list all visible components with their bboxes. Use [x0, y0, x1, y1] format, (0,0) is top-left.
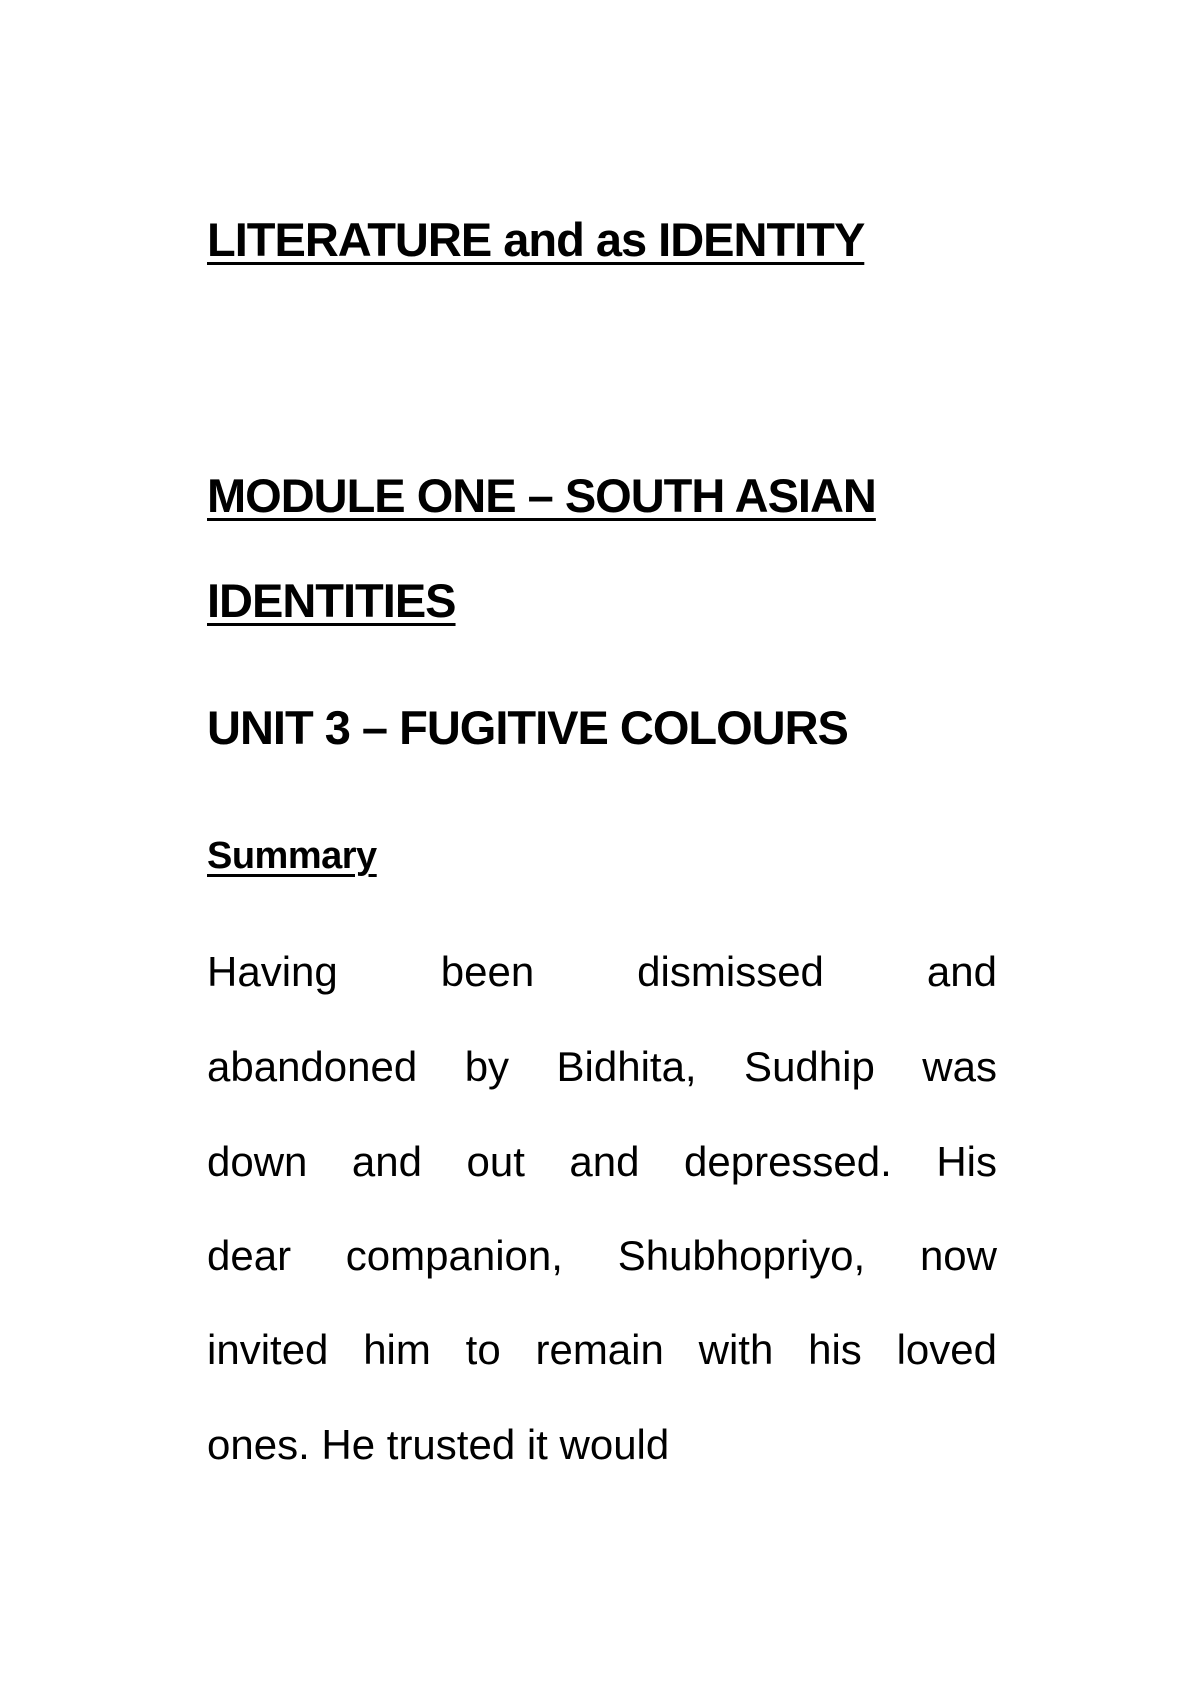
body-text-line: dear companion, Shubhopriyo, now	[207, 1232, 997, 1279]
document-title: LITERATURE and as IDENTITY	[207, 213, 865, 266]
module-heading-line-1: MODULE ONE – SOUTH ASIAN	[207, 469, 876, 522]
summary-heading: Summary	[207, 835, 377, 877]
body-text-line: down and out and depressed. His	[207, 1138, 997, 1185]
module-heading-line-2: IDENTITIES	[207, 574, 456, 627]
body-text-line: abandoned by Bidhita, Sudhip was	[207, 1043, 997, 1090]
body-text-line: ones. He trusted it would	[207, 1421, 670, 1468]
body-text-line: invited him to remain with his loved	[207, 1326, 997, 1373]
unit-heading: UNIT 3 – FUGITIVE COLOURS	[207, 701, 848, 754]
body-text-line: Having been dismissed and	[207, 948, 997, 995]
